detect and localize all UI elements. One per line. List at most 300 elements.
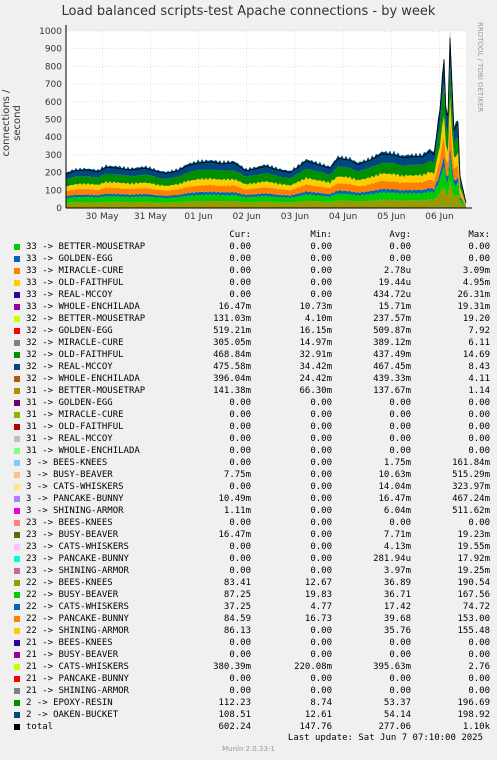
- legend-min: 12.67: [304, 578, 332, 588]
- legend-name: 32 -> WHOLE-ENCHILADA: [26, 374, 140, 384]
- legend-avg: 0.00: [389, 674, 411, 684]
- legend-max: 161.84m: [452, 458, 490, 468]
- legend-name: 3 -> SHINING-ARMOR: [26, 506, 124, 516]
- legend-row: [14, 721, 490, 733]
- legend-name: 23 -> BEES-KNEES: [26, 518, 113, 528]
- legend-avg: 7.71m: [383, 530, 411, 540]
- legend-min: 147.76: [299, 722, 332, 732]
- legend-header: [14, 229, 490, 241]
- legend-min: 0.00: [310, 518, 332, 528]
- legend-min: 10.73m: [299, 302, 332, 312]
- legend-avg: 10.63m: [378, 470, 411, 480]
- legend-name: 2 -> OAKEN-BUCKET: [26, 710, 119, 720]
- legend-min: 0.00: [310, 638, 332, 648]
- legend-swatch: [14, 328, 20, 334]
- legend-swatch: [14, 364, 20, 370]
- legend-max: 167.56: [457, 590, 490, 600]
- legend-avg: 4.13m: [383, 542, 411, 552]
- legend-min: 32.91m: [299, 350, 332, 360]
- legend-max: 0.00: [468, 434, 490, 444]
- legend-avg: 281.94u: [373, 554, 411, 564]
- legend-avg: 15.71m: [378, 302, 411, 312]
- legend-name: 22 -> SHINING-ARMOR: [26, 626, 129, 636]
- legend-avg: 0.00: [389, 446, 411, 456]
- x-tick-label: 31 May: [133, 212, 167, 222]
- legend-min: 0.00: [310, 458, 332, 468]
- legend-row: [14, 685, 490, 697]
- legend-min: 0.00: [310, 266, 332, 276]
- legend-row: [14, 613, 490, 625]
- legend-avg: 35.76: [383, 626, 411, 636]
- legend-swatch: [14, 520, 20, 526]
- legend-name: 21 -> PANCAKE-BUNNY: [26, 674, 129, 684]
- y-tick-label: 300: [44, 150, 62, 161]
- legend-swatch: [14, 292, 20, 298]
- legend-row: [14, 433, 490, 445]
- legend-name: 33 -> BETTER-MOUSETRAP: [26, 242, 146, 252]
- legend-swatch: [14, 436, 20, 442]
- legend-name: 21 -> BUSY-BEAVER: [26, 650, 119, 660]
- legend-max: 196.69: [457, 698, 490, 708]
- legend-name: total: [26, 722, 54, 732]
- rrdtool-watermark: RRDTOOL / TOBI OETIKER: [476, 22, 484, 113]
- legend-max: 14.69: [462, 350, 490, 360]
- legend-max: 19.55m: [457, 542, 490, 552]
- munin-version: Munin 2.0.33-1: [222, 745, 275, 753]
- legend-cur: 0.00: [229, 686, 251, 696]
- legend-max: 511.62m: [452, 506, 490, 516]
- legend-row: [14, 301, 490, 313]
- legend-cur: 0.00: [229, 410, 251, 420]
- legend-swatch: [14, 688, 20, 694]
- legend-swatch: [14, 484, 20, 490]
- col-cur-header: Cur:: [229, 230, 251, 240]
- legend-avg: 53.37: [383, 698, 411, 708]
- legend-max: 0.00: [468, 674, 490, 684]
- legend-swatch: [14, 448, 20, 454]
- legend-min: 12.61: [304, 710, 332, 720]
- legend-swatch: [14, 400, 20, 406]
- y-tick-label: 800: [44, 62, 62, 73]
- legend-avg: 0.00: [389, 242, 411, 252]
- legend-max: 4.11: [468, 374, 490, 384]
- legend-min: 0.00: [310, 290, 332, 300]
- legend-row: [14, 325, 490, 337]
- legend-min: 0.00: [310, 506, 332, 516]
- legend-swatch: [14, 556, 20, 562]
- legend-row: [14, 481, 490, 493]
- legend-cur: 37.25: [223, 602, 251, 612]
- legend-max: 0.00: [468, 254, 490, 264]
- legend-max: 17.92m: [457, 554, 490, 564]
- col-min-header: Min:: [310, 230, 332, 240]
- legend-swatch: [14, 676, 20, 682]
- legend-name: 23 -> CATS-WHISKERS: [26, 542, 129, 552]
- legend-swatch: [14, 256, 20, 262]
- legend-row: [14, 625, 490, 637]
- legend-avg: 0.00: [389, 434, 411, 444]
- col-max-header: Max:: [468, 230, 490, 240]
- legend-name: 31 -> WHOLE-ENCHILADA: [26, 446, 140, 456]
- legend-max: 4.95m: [462, 278, 490, 288]
- legend-avg: 1.75m: [383, 458, 411, 468]
- legend-swatch: [14, 472, 20, 478]
- legend-avg: 6.04m: [383, 506, 411, 516]
- legend-cur: 0.00: [229, 446, 251, 456]
- legend-cur: 16.47m: [218, 302, 251, 312]
- legend-avg: 0.00: [389, 254, 411, 264]
- x-tick-label: 06 Jun: [425, 212, 454, 222]
- legend-cur: 0.00: [229, 566, 251, 576]
- legend-min: 0.00: [310, 566, 332, 576]
- legend-row: [14, 361, 490, 373]
- legend-max: 0.00: [468, 686, 490, 696]
- legend-name: 22 -> BEES-KNEES: [26, 578, 113, 588]
- legend-cur: 0.00: [229, 542, 251, 552]
- legend-cur: 84.59: [223, 614, 251, 624]
- legend-min: 0.00: [310, 434, 332, 444]
- area-chart: [0, 0, 497, 228]
- legend-min: 0.00: [310, 254, 332, 264]
- legend-cur: 0.00: [229, 554, 251, 564]
- legend-min: 0.00: [310, 530, 332, 540]
- legend-max: 19.25m: [457, 566, 490, 576]
- legend-min: 0.00: [310, 470, 332, 480]
- legend-name: 33 -> MIRACLE-CURE: [26, 266, 124, 276]
- legend-avg: 39.68: [383, 614, 411, 624]
- legend-swatch: [14, 376, 20, 382]
- legend-name: 31 -> BETTER-MOUSETRAP: [26, 386, 146, 396]
- legend-cur: 475.58m: [213, 362, 251, 372]
- legend-swatch: [14, 412, 20, 418]
- x-tick-label: 02 Jun: [232, 212, 261, 222]
- y-tick-label: 900: [44, 44, 62, 55]
- legend-avg: 0.00: [389, 518, 411, 528]
- legend-row: [14, 589, 490, 601]
- legend-cur: 1.11m: [223, 506, 251, 516]
- legend-rows: [14, 241, 490, 733]
- legend-avg: 36.89: [383, 578, 411, 588]
- legend-avg: 0.00: [389, 650, 411, 660]
- y-tick-label: 500: [44, 115, 62, 126]
- legend-cur: 141.38m: [213, 386, 251, 396]
- legend-avg: 437.49m: [373, 350, 411, 360]
- legend-min: 0.00: [310, 542, 332, 552]
- legend-cur: 83.41: [223, 578, 251, 588]
- legend-cur: 108.51: [218, 710, 251, 720]
- legend-avg: 277.06: [378, 722, 411, 732]
- legend-avg: 0.00: [389, 422, 411, 432]
- legend-max: 3.09m: [462, 266, 490, 276]
- legend-avg: 16.47m: [378, 494, 411, 504]
- legend-row: [14, 457, 490, 469]
- legend-row: [14, 421, 490, 433]
- legend-cur: 0.00: [229, 422, 251, 432]
- legend-avg: 14.04m: [378, 482, 411, 492]
- legend-cur: 396.04m: [213, 374, 251, 384]
- legend-name: 21 -> BEES-KNEES: [26, 638, 113, 648]
- legend-row: [14, 565, 490, 577]
- legend-name: 31 -> REAL-MCCOY: [26, 434, 113, 444]
- legend-max: 515.29m: [452, 470, 490, 480]
- legend-avg: 19.44u: [378, 278, 411, 288]
- legend-min: 0.00: [310, 242, 332, 252]
- legend-name: 31 -> GOLDEN-EGG: [26, 398, 113, 408]
- legend-cur: 0.00: [229, 266, 251, 276]
- legend-min: 19.83: [304, 590, 332, 600]
- col-avg-header: Avg:: [389, 230, 411, 240]
- x-tick-label: 30 May: [85, 212, 119, 222]
- legend-min: 0.00: [310, 650, 332, 660]
- x-tick-label: 03 Jun: [280, 212, 310, 222]
- legend-max: 198.92: [457, 710, 490, 720]
- legend-name: 3 -> CATS-WHISKERS: [26, 482, 124, 492]
- legend-row: [14, 673, 490, 685]
- legend-row: [14, 661, 490, 673]
- legend-max: 0.00: [468, 446, 490, 456]
- y-tick-label: 0: [56, 204, 62, 214]
- legend-name: 33 -> OLD-FAITHFUL: [26, 278, 124, 288]
- legend-table: [14, 229, 490, 733]
- legend-name: 3 -> PANCAKE-BUNNY: [26, 494, 124, 504]
- legend-row: [14, 577, 490, 589]
- legend-swatch: [14, 700, 20, 706]
- legend-row: [14, 493, 490, 505]
- legend-swatch: [14, 712, 20, 718]
- legend-min: 220.08m: [294, 662, 332, 672]
- legend-cur: 112.23: [218, 698, 251, 708]
- legend-avg: 36.71: [383, 590, 411, 600]
- legend-name: 3 -> BEES-KNEES: [26, 458, 108, 468]
- legend-cur: 10.49m: [218, 494, 251, 504]
- legend-max: 6.11: [468, 338, 490, 348]
- legend-avg: 467.45m: [373, 362, 411, 372]
- legend-max: 155.48: [457, 626, 490, 636]
- legend-name: 31 -> MIRACLE-CURE: [26, 410, 124, 420]
- legend-row: [14, 289, 490, 301]
- legend-swatch: [14, 496, 20, 502]
- legend-avg: 3.97m: [383, 566, 411, 576]
- last-update: Last update: Sat Jun 7 07:10:00 2025: [287, 733, 483, 743]
- legend-row: [14, 277, 490, 289]
- legend-name: 32 -> GOLDEN-EGG: [26, 326, 113, 336]
- legend-cur: 0.00: [229, 242, 251, 252]
- legend-min: 0.00: [310, 278, 332, 288]
- legend-row: [14, 517, 490, 529]
- legend-max: 74.72: [462, 602, 490, 612]
- legend-cur: 87.25: [223, 590, 251, 600]
- legend-min: 4.77: [310, 602, 332, 612]
- legend-max: 0.00: [468, 422, 490, 432]
- legend-avg: 237.57m: [373, 314, 411, 324]
- legend-name: 21 -> CATS-WHISKERS: [26, 662, 129, 672]
- legend-name: 23 -> SHINING-ARMOR: [26, 566, 129, 576]
- legend-row: [14, 337, 490, 349]
- legend-name: 2 -> EPOXY-RESIN: [26, 698, 113, 708]
- legend-swatch: [14, 268, 20, 274]
- legend-avg: 137.67m: [373, 386, 411, 396]
- legend-row: [14, 373, 490, 385]
- legend-min: 16.15m: [299, 326, 332, 336]
- legend-row: [14, 313, 490, 325]
- legend-row: [14, 637, 490, 649]
- legend-swatch: [14, 244, 20, 250]
- legend-cur: 468.84m: [213, 350, 251, 360]
- legend-cur: 0.00: [229, 458, 251, 468]
- legend-max: 0.00: [468, 398, 490, 408]
- legend-min: 66.30m: [299, 386, 332, 396]
- legend-min: 0.00: [310, 422, 332, 432]
- legend-max: 0.00: [468, 518, 490, 528]
- legend-swatch: [14, 388, 20, 394]
- legend-cur: 0.00: [229, 434, 251, 444]
- legend-row: [14, 697, 490, 709]
- legend-row: [14, 445, 490, 457]
- legend-row: [14, 253, 490, 265]
- legend-cur: 0.00: [229, 254, 251, 264]
- legend-max: 2.76: [468, 662, 490, 672]
- y-tick-label: 200: [44, 168, 62, 179]
- legend-name: 33 -> GOLDEN-EGG: [26, 254, 113, 264]
- legend-swatch: [14, 460, 20, 466]
- legend-max: 0.00: [468, 650, 490, 660]
- y-tick-label: 600: [44, 97, 62, 108]
- legend-name: 33 -> WHOLE-ENCHILADA: [26, 302, 140, 312]
- legend-avg: 389.12m: [373, 338, 411, 348]
- legend-cur: 16.47m: [218, 530, 251, 540]
- legend-row: [14, 469, 490, 481]
- legend-swatch: [14, 580, 20, 586]
- legend-max: 19.23m: [457, 530, 490, 540]
- legend-name: 23 -> BUSY-BEAVER: [26, 530, 119, 540]
- legend-swatch: [14, 652, 20, 658]
- legend-cur: 519.21m: [213, 326, 251, 336]
- legend-name: 22 -> BUSY-BEAVER: [26, 590, 119, 600]
- legend-cur: 0.00: [229, 674, 251, 684]
- legend-cur: 7.75m: [223, 470, 251, 480]
- legend-max: 26.31m: [457, 290, 490, 300]
- y-axis-label: connections / second: [1, 89, 23, 157]
- legend-min: 4.10m: [304, 314, 332, 324]
- x-tick-label: 04 Jun: [328, 212, 358, 222]
- legend-swatch: [14, 424, 20, 430]
- legend-cur: 0.00: [229, 638, 251, 648]
- y-tick-label: 1000: [39, 27, 62, 37]
- legend-swatch: [14, 352, 20, 358]
- legend-row: [14, 553, 490, 565]
- legend-row: [14, 505, 490, 517]
- legend-max: 190.54: [457, 578, 490, 588]
- legend-avg: 0.00: [389, 638, 411, 648]
- legend-max: 19.20: [462, 314, 490, 324]
- legend-row: [14, 397, 490, 409]
- legend-swatch: [14, 616, 20, 622]
- legend-swatch: [14, 508, 20, 514]
- legend-name: 22 -> PANCAKE-BUNNY: [26, 614, 129, 624]
- legend-cur: 0.00: [229, 278, 251, 288]
- legend-max: 467.24m: [452, 494, 490, 504]
- legend-name: 31 -> OLD-FAITHFUL: [26, 422, 124, 432]
- legend-min: 0.00: [310, 398, 332, 408]
- legend-swatch: [14, 592, 20, 598]
- legend-row: [14, 241, 490, 253]
- legend-avg: 17.42: [383, 602, 411, 612]
- legend-cur: 131.03m: [213, 314, 251, 324]
- legend-min: 16.73: [304, 614, 332, 624]
- legend-cur: 0.00: [229, 482, 251, 492]
- legend-row: [14, 409, 490, 421]
- legend-cur: 0.00: [229, 518, 251, 528]
- legend-cur: 380.39m: [213, 662, 251, 672]
- legend-swatch: [14, 544, 20, 550]
- legend-name: 21 -> SHINING-ARMOR: [26, 686, 129, 696]
- legend-cur: 0.00: [229, 398, 251, 408]
- legend-cur: 0.00: [229, 290, 251, 300]
- y-tick-label: 100: [44, 186, 62, 197]
- legend-swatch: [14, 628, 20, 634]
- legend-swatch: [14, 340, 20, 346]
- legend-min: 0.00: [310, 686, 332, 696]
- legend-avg: 0.00: [389, 686, 411, 696]
- legend-row: [14, 385, 490, 397]
- legend-avg: 439.33m: [373, 374, 411, 384]
- legend-name: 32 -> MIRACLE-CURE: [26, 338, 124, 348]
- legend-min: 8.74: [310, 698, 332, 708]
- legend-max: 8.43: [468, 362, 490, 372]
- legend-row: [14, 265, 490, 277]
- legend-row: [14, 529, 490, 541]
- legend-swatch: [14, 604, 20, 610]
- x-tick-label: 01 Jun: [184, 212, 213, 222]
- legend-avg: 0.00: [389, 398, 411, 408]
- legend-row: [14, 601, 490, 613]
- legend-min: 34.42m: [299, 362, 332, 372]
- legend-swatch: [14, 568, 20, 574]
- legend-name: 22 -> CATS-WHISKERS: [26, 602, 129, 612]
- legend-min: 24.42m: [299, 374, 332, 384]
- legend-min: 14.97m: [299, 338, 332, 348]
- legend-name: 32 -> OLD-FAITHFUL: [26, 350, 124, 360]
- chart-title: Load balanced scripts-test Apache connections - by week: [61, 4, 436, 19]
- legend-name: 3 -> BUSY-BEAVER: [26, 470, 113, 480]
- legend-max: 323.97m: [452, 482, 490, 492]
- legend-min: 0.00: [310, 626, 332, 636]
- legend-name: 23 -> PANCAKE-BUNNY: [26, 554, 129, 564]
- legend-cur: 602.24: [218, 722, 251, 732]
- legend-min: 0.00: [310, 494, 332, 504]
- legend-cur: 86.13: [223, 626, 251, 636]
- legend-max: 1.10k: [462, 722, 490, 732]
- legend-min: 0.00: [310, 674, 332, 684]
- legend-name: 32 -> REAL-MCCOY: [26, 362, 113, 372]
- legend-name: 33 -> REAL-MCCOY: [26, 290, 113, 300]
- legend-max: 0.00: [468, 242, 490, 252]
- legend-avg: 434.72u: [373, 290, 411, 300]
- legend-max: 7.92: [468, 326, 490, 336]
- legend-avg: 54.14: [383, 710, 411, 720]
- legend-max: 19.31m: [457, 302, 490, 312]
- legend-row: [14, 541, 490, 553]
- legend-avg: 395.63m: [373, 662, 411, 672]
- legend-min: 0.00: [310, 554, 332, 564]
- legend-swatch: [14, 316, 20, 322]
- legend-max: 0.00: [468, 410, 490, 420]
- legend-row: [14, 709, 490, 721]
- legend-max: 0.00: [468, 638, 490, 648]
- legend-swatch: [14, 532, 20, 538]
- legend-swatch: [14, 724, 20, 730]
- legend-max: 1.14: [468, 386, 490, 396]
